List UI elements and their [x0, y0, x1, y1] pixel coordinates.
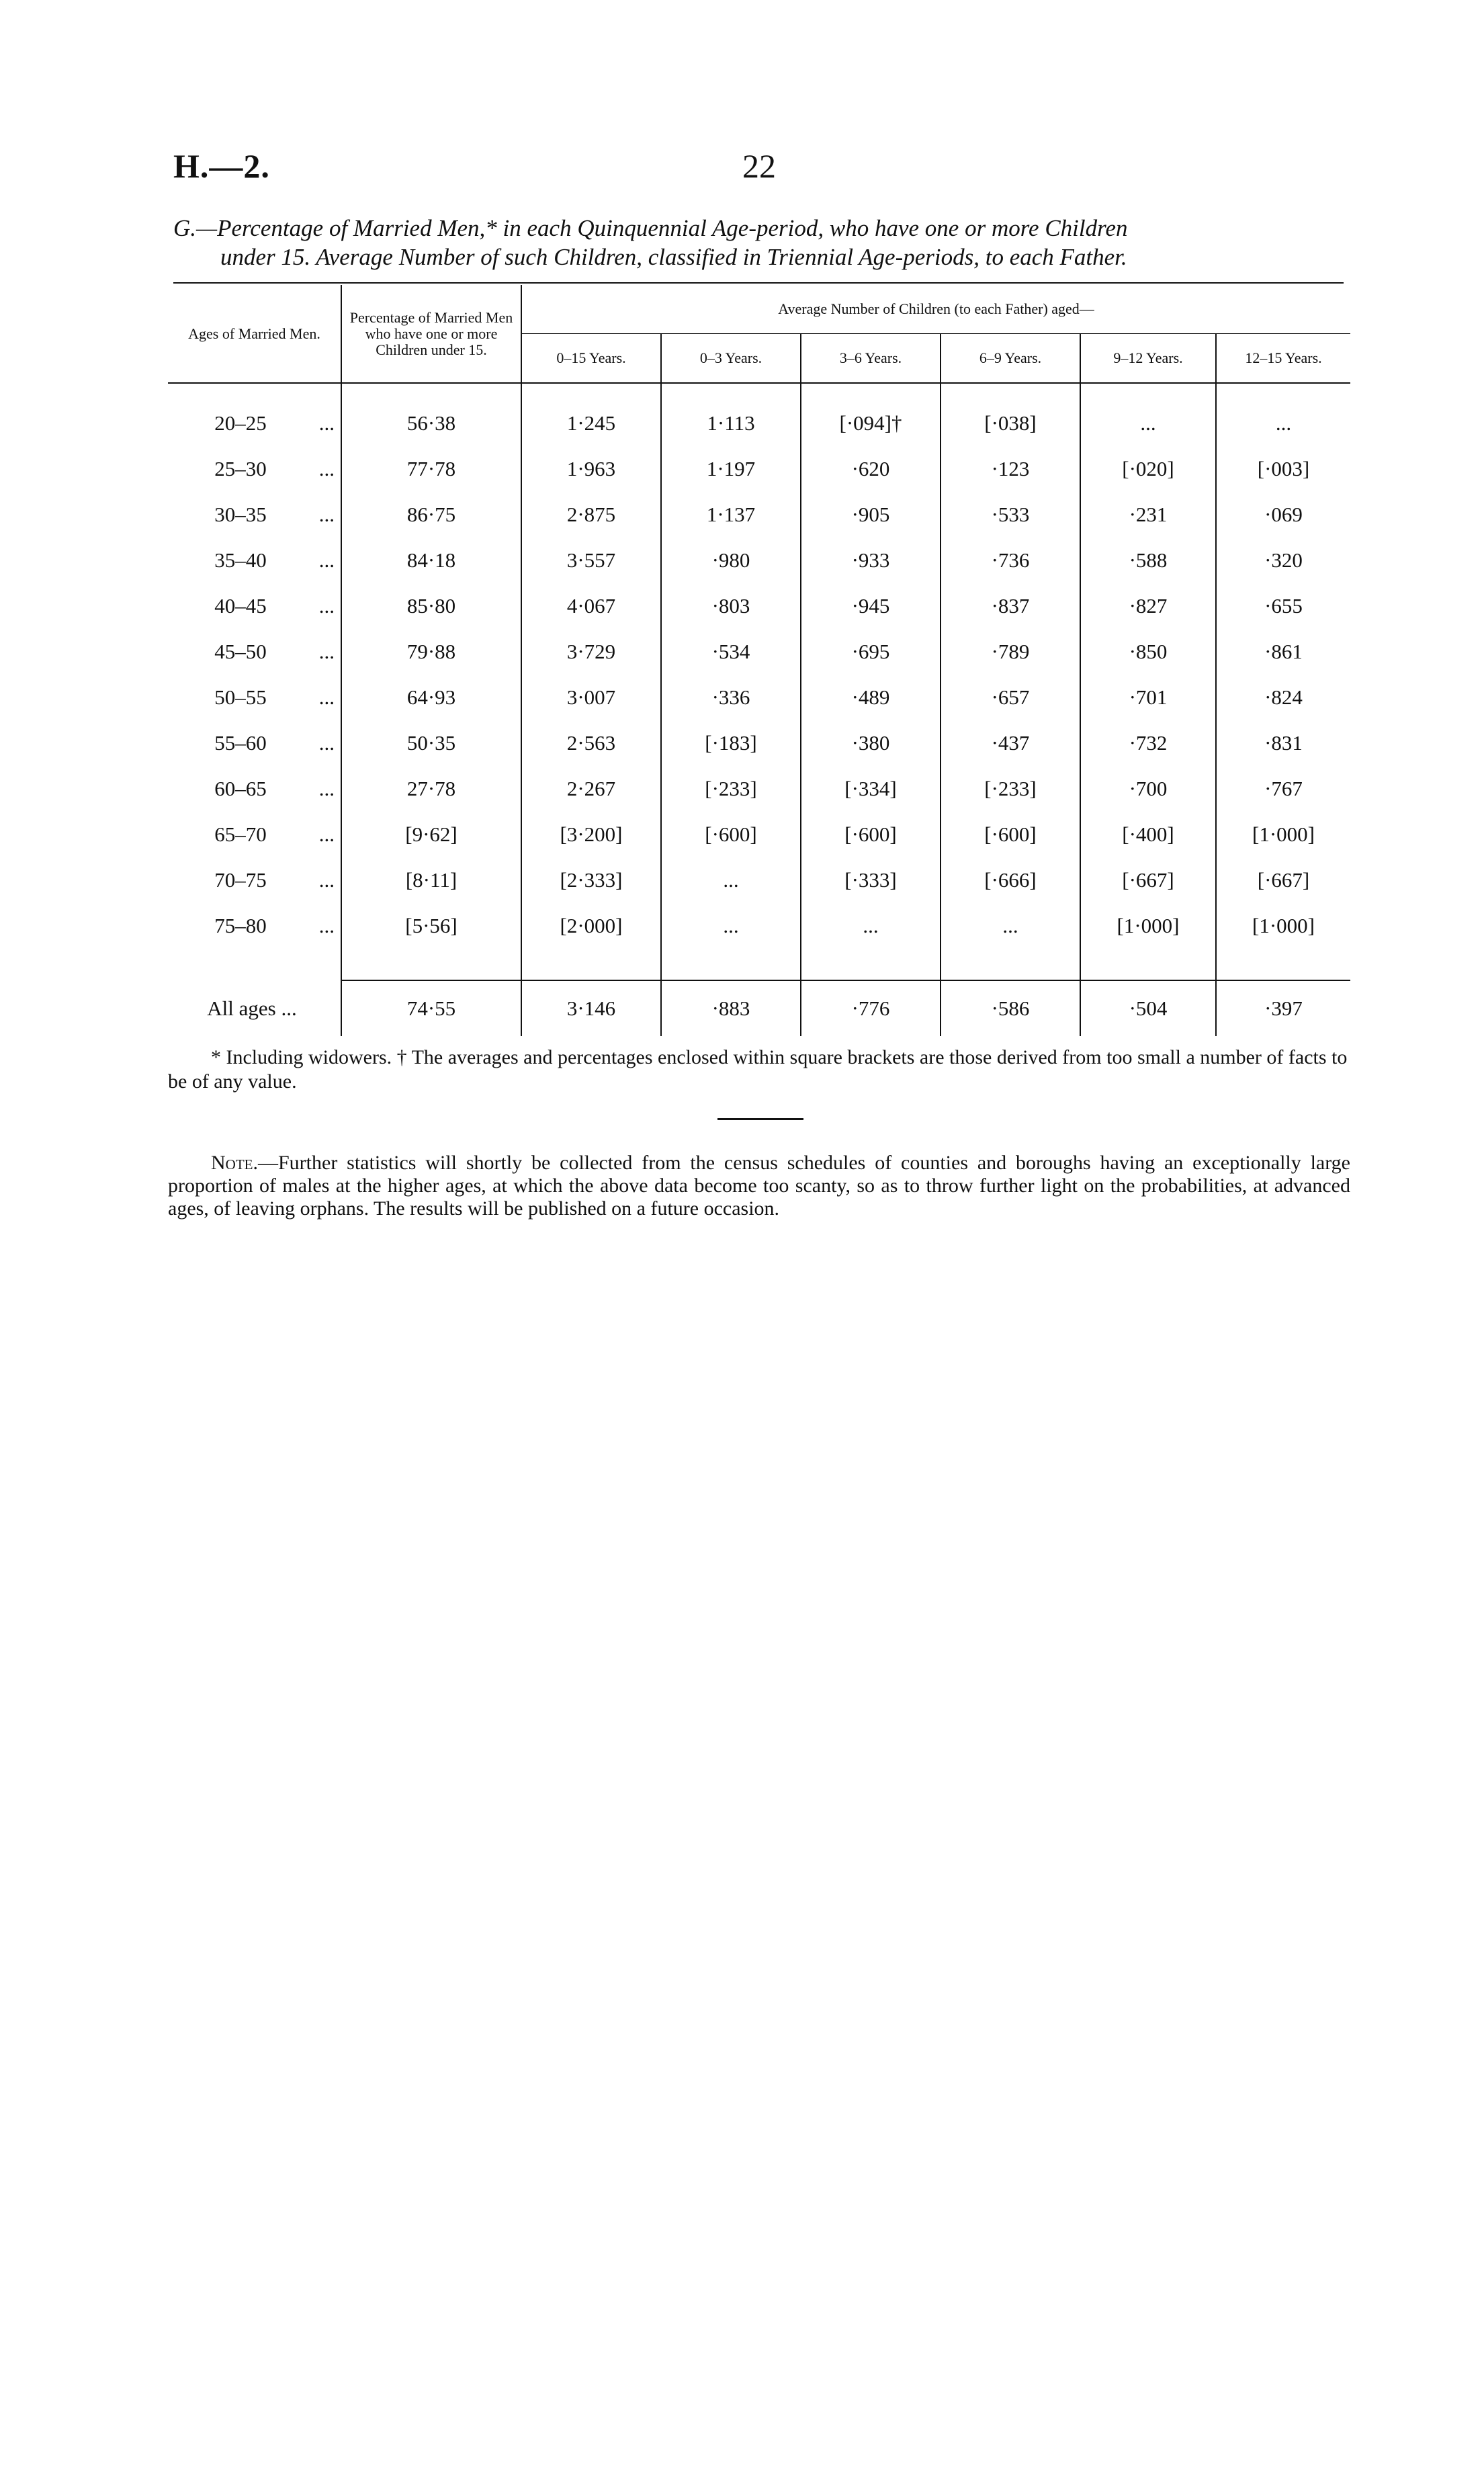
total-value-cell: ·397 — [1216, 980, 1350, 1036]
value-cell: 1·963 — [521, 446, 661, 492]
value-cell: [·233] — [941, 766, 1080, 812]
value-cell: [·094]† — [801, 383, 941, 446]
value-cell: ·588 — [1080, 538, 1216, 583]
value-cell: [·183] — [661, 720, 801, 766]
age-cell — [168, 903, 341, 949]
age-label: 65–70 — [214, 822, 267, 846]
value-cell: 3·557 — [521, 538, 661, 583]
value-cell: ·933 — [801, 538, 941, 583]
value-cell: ·736 — [941, 538, 1080, 583]
value-cell: [·600] — [801, 812, 941, 857]
value-cell: ·767 — [1216, 766, 1350, 812]
value-cell: [3·200] — [521, 812, 661, 857]
age-label: 55–60 — [214, 731, 267, 755]
value-cell: ·700 — [1080, 766, 1216, 812]
value-cell: 79·88 — [341, 629, 521, 675]
leader-dots: ... — [318, 731, 335, 755]
caption-line-2: under 15. Average Number of such Children, classified in Triennial Age-periods, to each Father. — [220, 244, 1127, 270]
total-value-cell: ·776 — [801, 980, 941, 1036]
age-label: 30–35 — [214, 503, 267, 526]
value-cell: ·980 — [661, 538, 801, 583]
value-cell: ·695 — [801, 629, 941, 675]
value-cell: ·850 — [1080, 629, 1216, 675]
caption-line-1: G.—Percentage of Married Men,* in each Quinquennial Age-period, who have one or more Children — [173, 215, 1128, 241]
value-cell: [·600] — [941, 812, 1080, 857]
footnote: * Including widowers. † The averages and percentages enclosed within square brackets are those derived from too small a number of facts to be of any value. — [168, 1046, 1348, 1093]
total-value-cell: ·883 — [661, 980, 801, 1036]
value-cell: 2·267 — [521, 766, 661, 812]
age-cell — [168, 857, 341, 903]
table-row — [168, 629, 1350, 675]
page-number: 22 — [742, 147, 776, 185]
value-cell: [·333] — [801, 857, 941, 903]
subheader-3-6: 3–6 Years. — [801, 333, 941, 383]
value-cell: ·620 — [801, 446, 941, 492]
table-caption — [173, 214, 1356, 271]
leader-dots: ... — [318, 548, 335, 572]
value-cell: ·336 — [661, 675, 801, 720]
age-cell — [168, 720, 341, 766]
leader-dots: ... — [318, 868, 335, 892]
leader-dots: ... — [318, 777, 335, 800]
subheader-12-15: 12–15 Years. — [1216, 333, 1350, 383]
leader-dots: ... — [318, 503, 335, 526]
spacer-cell — [168, 949, 341, 980]
total-label: All ages ... — [207, 996, 297, 1020]
age-label: 35–40 — [214, 548, 267, 572]
value-cell: ·231 — [1080, 492, 1216, 538]
subheader-0-15: 0–15 Years. — [521, 333, 661, 383]
value-cell: [·003] — [1216, 446, 1350, 492]
value-cell: [2·333] — [521, 857, 661, 903]
value-cell: 85·80 — [341, 583, 521, 629]
value-cell: 84·18 — [341, 538, 521, 583]
leader-dots: ... — [318, 594, 335, 618]
spacer-cell — [521, 949, 661, 980]
age-cell — [168, 812, 341, 857]
age-cell — [168, 538, 341, 583]
value-cell: [1·000] — [1216, 903, 1350, 949]
top-rule — [173, 282, 1344, 284]
table-row — [168, 766, 1350, 812]
value-cell: ... — [941, 903, 1080, 949]
value-cell: ·827 — [1080, 583, 1216, 629]
value-cell: ·824 — [1216, 675, 1350, 720]
value-cell: ·380 — [801, 720, 941, 766]
value-cell: [·233] — [661, 766, 801, 812]
subheader-6-9: 6–9 Years. — [941, 333, 1080, 383]
age-cell — [168, 446, 341, 492]
age-label: 75–80 — [214, 914, 267, 937]
total-value-cell: ·586 — [941, 980, 1080, 1036]
value-cell: [5·56] — [341, 903, 521, 949]
value-cell: ·123 — [941, 446, 1080, 492]
value-cell: [8·11] — [341, 857, 521, 903]
spacer-cell — [341, 949, 521, 980]
separator-rule — [717, 1118, 803, 1120]
leader-dots: ... — [318, 822, 335, 846]
value-cell: 4·067 — [521, 583, 661, 629]
value-cell: ·861 — [1216, 629, 1350, 675]
value-cell: ·655 — [1216, 583, 1350, 629]
value-cell: ·069 — [1216, 492, 1350, 538]
value-cell: 86·75 — [341, 492, 521, 538]
age-cell — [168, 383, 341, 446]
leader-dots: ... — [318, 411, 335, 435]
statistics-table — [168, 285, 1350, 1036]
value-cell: ... — [801, 903, 941, 949]
value-cell: [·666] — [941, 857, 1080, 903]
value-cell: ... — [1216, 383, 1350, 446]
spacer-cell — [1216, 949, 1350, 980]
spacer-cell — [801, 949, 941, 980]
age-cell — [168, 583, 341, 629]
value-cell: ... — [661, 857, 801, 903]
value-cell: 1·137 — [661, 492, 801, 538]
age-label: 20–25 — [214, 411, 267, 435]
total-value-cell: 3·146 — [521, 980, 661, 1036]
leader-dots: ... — [318, 685, 335, 709]
table-row — [168, 583, 1350, 629]
age-cell — [168, 675, 341, 720]
subheader-0-3: 0–3 Years. — [661, 333, 801, 383]
note-text: —Further statistics will shortly be collected from the census schedules of counties and boroughs having an exceptionally large proportion of males at the higher ages, at which the above data become too scanty, so as to throw further light on the probabilities, at advanced ages, of leaving orphans. The results will be published on a future occasion. — [168, 1152, 1350, 1220]
subheader-9-12: 9–12 Years. — [1080, 333, 1216, 383]
value-cell: 3·007 — [521, 675, 661, 720]
age-label: 70–75 — [214, 868, 267, 892]
value-cell: ·320 — [1216, 538, 1350, 583]
value-cell: 2·875 — [521, 492, 661, 538]
header-average-group: Average Number of Children (to each Father) aged— — [521, 285, 1350, 333]
spacer-row — [168, 949, 1350, 980]
spacer-cell — [661, 949, 801, 980]
value-cell: 56·38 — [341, 383, 521, 446]
value-cell: 1·245 — [521, 383, 661, 446]
value-cell: [9·62] — [341, 812, 521, 857]
leader-dots: ... — [318, 914, 335, 937]
value-cell: ... — [1080, 383, 1216, 446]
table-row — [168, 675, 1350, 720]
value-cell: ·657 — [941, 675, 1080, 720]
value-cell: [2·000] — [521, 903, 661, 949]
note-paragraph — [168, 1152, 1350, 1220]
value-cell: ·831 — [1216, 720, 1350, 766]
age-cell — [168, 629, 341, 675]
value-cell: ... — [661, 903, 801, 949]
value-cell: [·667] — [1216, 857, 1350, 903]
table-row — [168, 538, 1350, 583]
value-cell: ·489 — [801, 675, 941, 720]
age-cell — [168, 766, 341, 812]
value-cell: ·701 — [1080, 675, 1216, 720]
value-cell: [·667] — [1080, 857, 1216, 903]
total-row — [168, 980, 1350, 1036]
total-value-cell: 74·55 — [341, 980, 521, 1036]
age-label: 45–50 — [214, 640, 267, 663]
value-cell: ·789 — [941, 629, 1080, 675]
value-cell: ·534 — [661, 629, 801, 675]
total-value-cell: ·504 — [1080, 980, 1216, 1036]
header-ages: Ages of Married Men. — [168, 285, 341, 383]
header-percentage: Percentage of Married Men who have one or more Children under 15. — [341, 285, 521, 383]
value-cell: ·905 — [801, 492, 941, 538]
value-cell: [·038] — [941, 383, 1080, 446]
table-row — [168, 492, 1350, 538]
value-cell: [1·000] — [1080, 903, 1216, 949]
value-cell: ·533 — [941, 492, 1080, 538]
value-cell: [1·000] — [1216, 812, 1350, 857]
value-cell: ·803 — [661, 583, 801, 629]
table-row — [168, 720, 1350, 766]
value-cell: 64·93 — [341, 675, 521, 720]
value-cell: 27·78 — [341, 766, 521, 812]
value-cell: [·600] — [661, 812, 801, 857]
value-cell: 1·197 — [661, 446, 801, 492]
value-cell: ·837 — [941, 583, 1080, 629]
table-row — [168, 812, 1350, 857]
note-lead: Note. — [211, 1152, 258, 1174]
age-cell — [168, 492, 341, 538]
spacer-cell — [941, 949, 1080, 980]
leader-dots: ... — [318, 457, 335, 480]
value-cell: [·400] — [1080, 812, 1216, 857]
value-cell: 3·729 — [521, 629, 661, 675]
value-cell: [·020] — [1080, 446, 1216, 492]
age-label: 40–45 — [214, 594, 267, 618]
table-row — [168, 903, 1350, 949]
value-cell: ·437 — [941, 720, 1080, 766]
value-cell: 2·563 — [521, 720, 661, 766]
value-cell: 1·113 — [661, 383, 801, 446]
age-label: 60–65 — [214, 777, 267, 800]
age-label: 25–30 — [214, 457, 267, 480]
value-cell: [·334] — [801, 766, 941, 812]
table-row — [168, 446, 1350, 492]
value-cell: ·945 — [801, 583, 941, 629]
document-reference: H.—2. — [173, 147, 270, 185]
table-body — [168, 383, 1350, 1036]
table-row — [168, 383, 1350, 446]
spacer-cell — [1080, 949, 1216, 980]
value-cell: 77·78 — [341, 446, 521, 492]
value-cell: 50·35 — [341, 720, 521, 766]
age-label: 50–55 — [214, 685, 267, 709]
table-row — [168, 857, 1350, 903]
leader-dots: ... — [318, 640, 335, 663]
value-cell: ·732 — [1080, 720, 1216, 766]
